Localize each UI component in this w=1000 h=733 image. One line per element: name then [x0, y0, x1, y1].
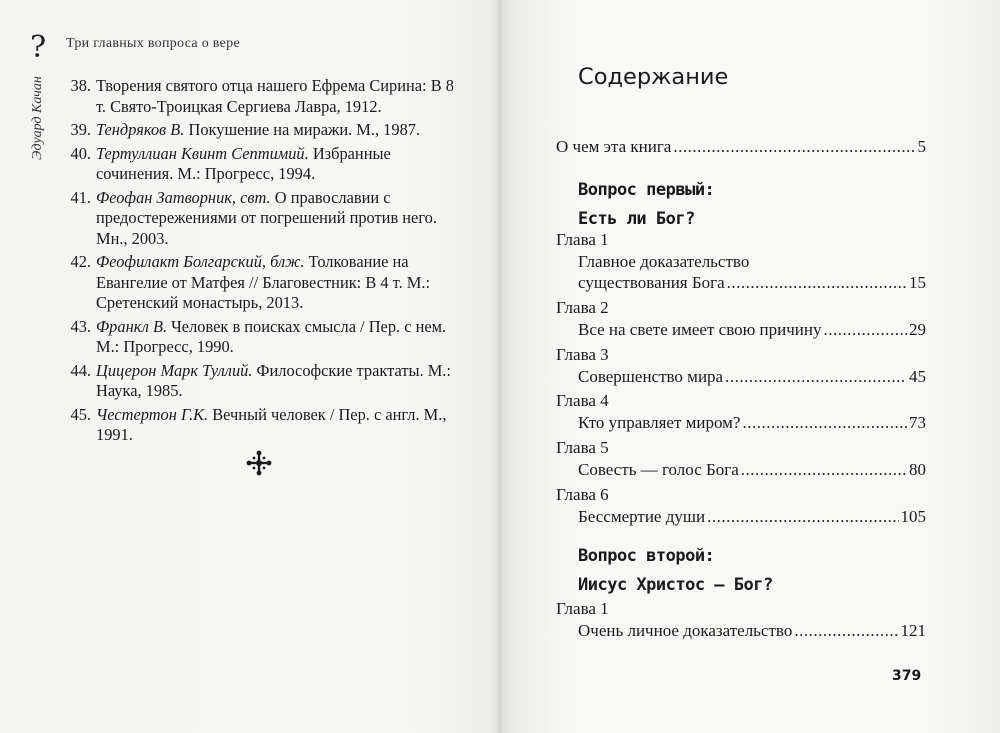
leader-dots	[725, 367, 907, 387]
toc-entry-chapter	[578, 320, 926, 340]
leader-dots	[673, 137, 915, 157]
section-line: Иисус Христос — Бог?	[578, 575, 773, 595]
cross-ornament-icon	[246, 450, 272, 476]
toc-title: Содержание	[578, 64, 729, 90]
bib-number: 43.	[70, 316, 91, 336]
toc-entry-intro	[556, 137, 926, 157]
toc-entry-text: существования Бога	[578, 273, 725, 292]
toc-entry-chapter	[578, 367, 926, 387]
toc-entry-text: О чем эта книга	[556, 137, 672, 156]
bib-entry	[96, 144, 460, 185]
toc-page-number: 5	[917, 137, 926, 156]
chapter-label: Глава 5	[556, 438, 609, 457]
toc-page-number: 105	[900, 507, 926, 526]
bib-author: Тертуллиан Квинт Септимий.	[96, 143, 309, 163]
bib-text: Покушение на миражи. М., 1987.	[184, 120, 421, 139]
leader-dots	[727, 273, 907, 293]
bibliography-item	[60, 144, 460, 185]
chapter-label: Глава 6	[556, 485, 609, 504]
toc-chapter-line	[578, 252, 926, 272]
bib-author: Честертон Г.К.	[96, 404, 209, 424]
bibliography-item	[60, 120, 460, 141]
bib-number: 40.	[70, 143, 91, 163]
toc-entry-text: Бессмертие души	[578, 507, 706, 526]
bib-entry	[96, 405, 460, 446]
bib-number: 44.	[70, 360, 91, 380]
toc-entry-text: Кто управляет миром?	[578, 413, 741, 432]
bib-entry	[96, 361, 460, 402]
toc-page-number: 73	[909, 413, 926, 432]
bib-entry	[96, 252, 460, 314]
toc-entry-text: Совесть — голос Бога	[578, 460, 739, 479]
toc-page-number: 121	[900, 621, 926, 640]
bib-entry	[96, 76, 460, 117]
page-number: 379	[892, 668, 922, 684]
toc-entry-chapter	[578, 621, 926, 641]
leader-dots	[824, 320, 908, 340]
bib-number: 39.	[70, 120, 91, 139]
chapter-label: Глава 4	[556, 391, 609, 410]
bibliography-item	[60, 188, 460, 250]
toc-entry-chapter	[578, 507, 926, 527]
leader-dots	[741, 460, 907, 480]
bib-number: 41.	[70, 187, 91, 207]
book-spine	[496, 0, 504, 733]
section-heading-part1	[578, 176, 714, 234]
bibliography-item	[60, 405, 460, 446]
section-line: Вопрос второй:	[578, 546, 715, 566]
side-author-name: Эдуард Качан	[30, 76, 45, 160]
section-line: Вопрос первый:	[578, 180, 715, 200]
chapter-label: Глава 2	[556, 298, 609, 317]
leader-dots	[707, 507, 898, 527]
bib-entry	[96, 120, 460, 141]
question-mark-icon: ?	[30, 30, 47, 65]
toc-entry-chapter	[578, 273, 926, 293]
bibliography-item	[60, 361, 460, 402]
bibliography-item	[60, 252, 460, 314]
toc-page-number: 15	[909, 273, 926, 292]
toc-entry-text: Очень личное доказательство	[578, 621, 793, 640]
running-head: Три главных вопроса о вере	[66, 36, 240, 51]
toc-page-number: 80	[909, 460, 926, 479]
bib-number: 42.	[70, 252, 91, 271]
bib-author: Феофилакт Болгарский, блж.	[96, 252, 305, 271]
bib-text: Вечный человек / Пер. с англ. М., 1991.	[96, 404, 447, 444]
toc-entry-text: Главное доказательство	[578, 252, 750, 271]
chapter-label: Глава 1	[556, 599, 609, 618]
section-heading-part2	[578, 542, 773, 600]
toc-entry-text: Все на свете имеет свою причину	[578, 320, 822, 339]
toc-page-number: 45	[909, 367, 926, 386]
bib-author: Феофан Затворник, свт.	[96, 187, 271, 207]
toc-page-number: 29	[909, 320, 926, 339]
leader-dots	[794, 621, 898, 641]
bib-author: Цицерон Марк Туллий.	[96, 360, 253, 380]
bib-entry	[96, 188, 460, 250]
bib-number: 45.	[70, 404, 91, 424]
chapter-label: Глава 1	[556, 230, 609, 249]
bibliography-item	[60, 76, 460, 117]
section-line: Есть ли Бог?	[578, 209, 695, 229]
bib-author: Франкл В.	[96, 316, 168, 336]
bibliography-list	[60, 76, 460, 449]
bib-text: Толкование на Евангелие от Матфея // Благовестник: В 4 т. М.: Сретенский монастырь, 2013.	[96, 252, 431, 312]
bib-text: Философские трактаты. М.: Наука, 1985.	[96, 360, 451, 400]
toc-entry-chapter	[578, 413, 926, 433]
toc-entry-text: Совершенство мира	[578, 367, 724, 386]
bib-entry	[96, 317, 460, 358]
bibliography-item	[60, 317, 460, 358]
toc-entry-chapter	[578, 460, 926, 480]
leader-dots	[742, 413, 907, 433]
bib-text: Избранные сочинения. М.: Прогресс, 1994.	[96, 143, 391, 183]
bib-text: О православии с предостережениями от погрешений против него. Мн., 2003.	[96, 187, 437, 248]
chapter-label: Глава 3	[556, 345, 609, 364]
bib-text: Человек в поисках смысла / Пер. с нем. М.: Прогресс, 1990.	[96, 316, 447, 356]
bib-text: Творения святого отца нашего Ефрема Сирина: В 8 т. Свято-Троицкая Сергиева Лавра, 1912.	[96, 76, 454, 116]
bib-number: 38.	[70, 76, 91, 95]
bib-author: Тендряков В.	[96, 120, 185, 139]
